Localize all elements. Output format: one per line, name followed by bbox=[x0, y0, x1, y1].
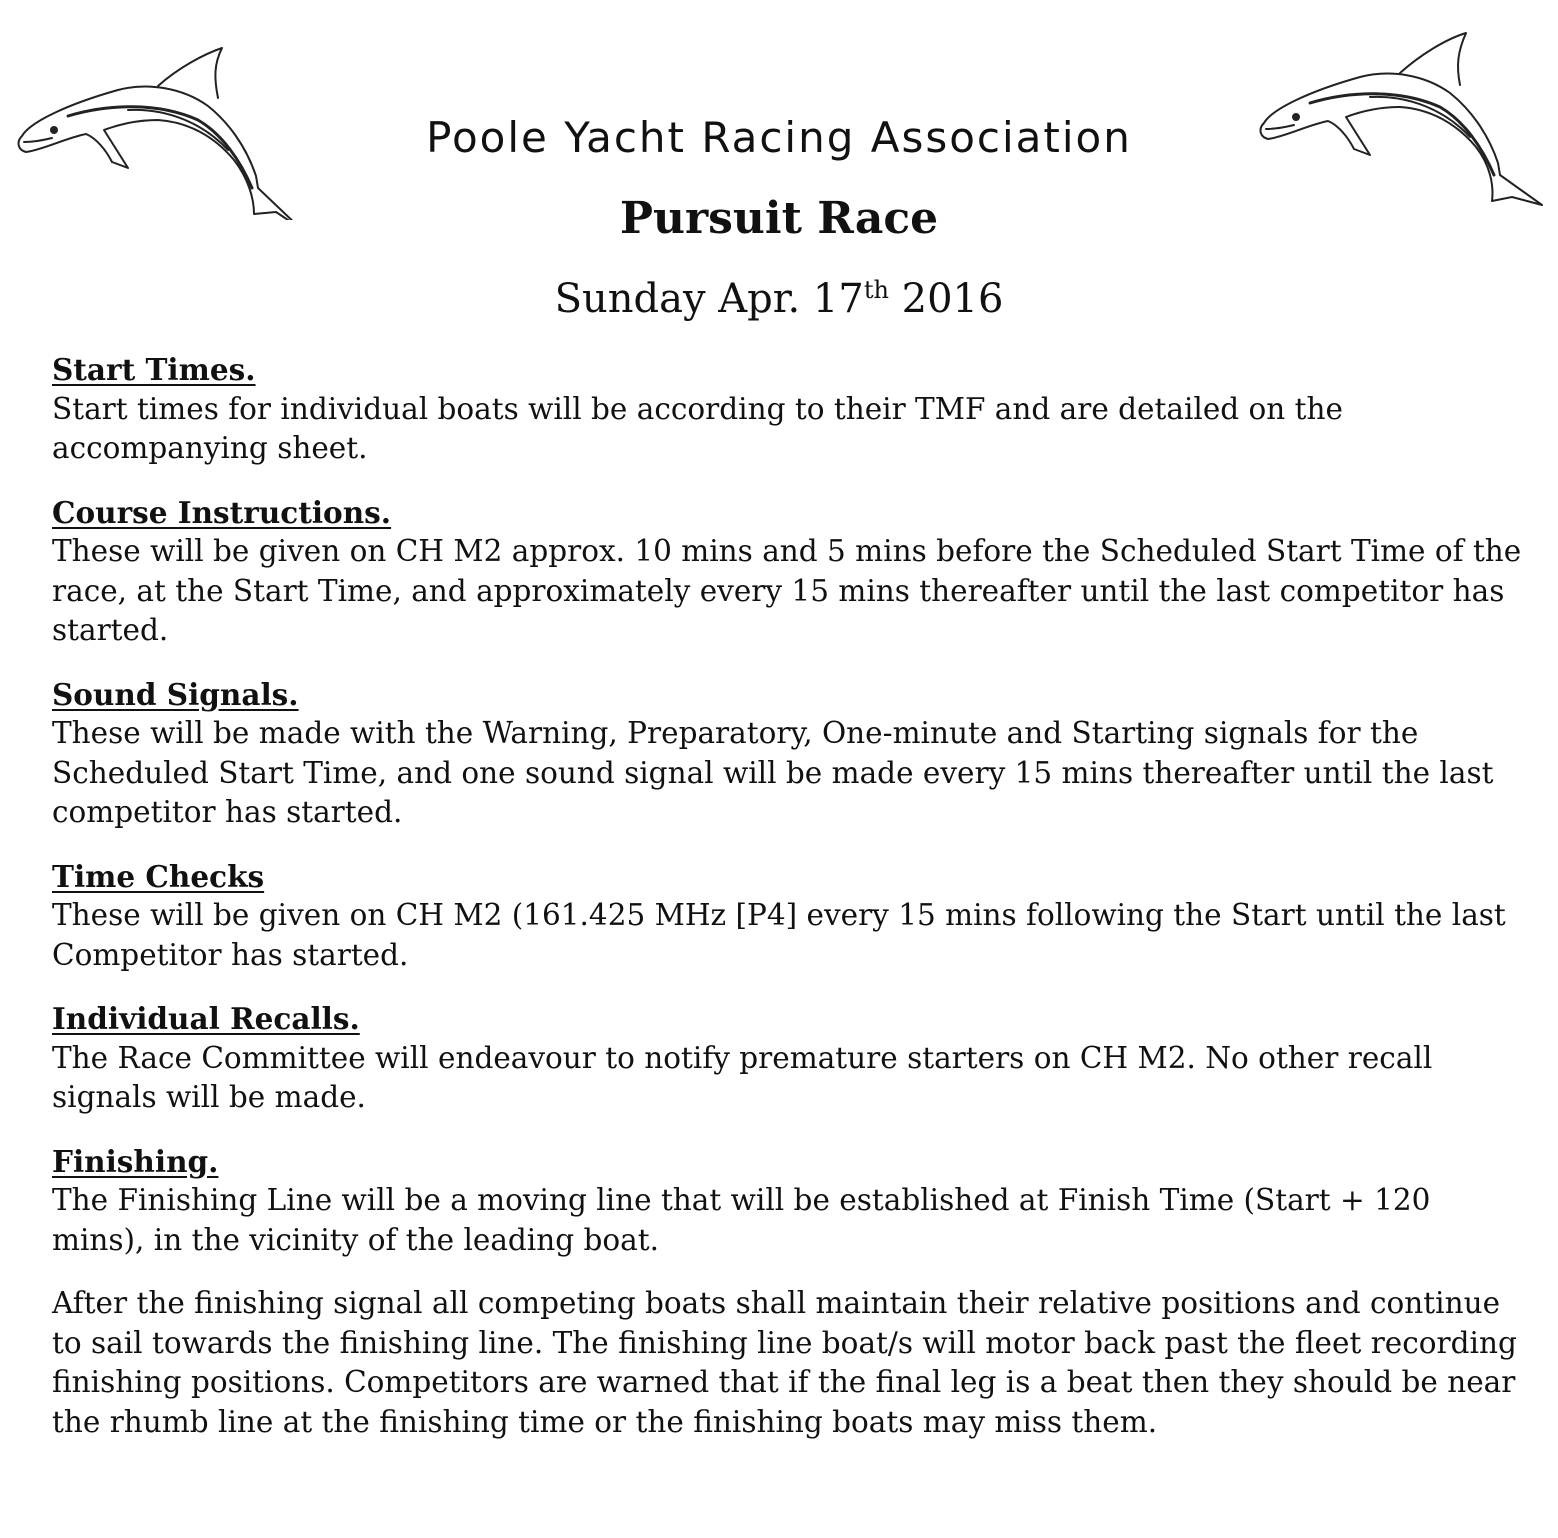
section-paragraph: These will be given on CH M2 approx. 10 mins and 5 mins before the Scheduled Start Time of the race, at the Start Time, and approximately every 15 mins thereafter until the last competitor has started. bbox=[52, 534, 1522, 647]
section-paragraph: The Finishing Line will be a moving line that will be established at Finish Time (Start + 120 mins), in the vicinity of the leading boat. bbox=[52, 1183, 1431, 1257]
section-paragraph: After the finishing signal all competing boats shall maintain their relative positions and continue to sail towards the finishing line. The finishing line boat/s will motor back past the fleet recording finishing positions. Competitors are warned that if the final leg is a beat then they should be near the rhumb line at the finishing time or the finishing boats may miss them. bbox=[52, 1286, 1517, 1439]
section-heading: Individual Recalls. bbox=[52, 1001, 360, 1036]
section-individual-recalls bbox=[52, 999, 1522, 1118]
document-date bbox=[0, 272, 1558, 326]
organization-name: Poole Yacht Racing Association bbox=[426, 113, 1132, 162]
section-paragraph: These will be made with the Warning, Preparatory, One-minute and Starting signals for the Scheduled Start Time, and one sound signal will be made every 15 mins thereafter until the last competitor has started. bbox=[52, 716, 1494, 829]
section-finishing bbox=[52, 1142, 1522, 1443]
section-heading: Time Checks bbox=[52, 858, 265, 894]
section-course-instructions bbox=[52, 493, 1522, 651]
section-paragraph: Start times for individual boats will be according to their TMF and are detailed on the accompanying sheet. bbox=[52, 391, 1343, 465]
date-ordinal-suffix: th bbox=[863, 276, 889, 304]
document-body bbox=[52, 350, 1522, 1466]
date-year: 2016 bbox=[888, 276, 1004, 322]
section-paragraph: These will be given on CH M2 (161.425 MHz [P4] every 15 mins following the Start until the last Competitor has started. bbox=[52, 898, 1506, 972]
section-heading: Course Instructions. bbox=[52, 494, 392, 530]
section-time-checks bbox=[52, 857, 1522, 976]
section-heading: Sound Signals. bbox=[52, 676, 299, 712]
section-start-times bbox=[52, 350, 1522, 469]
section-heading: Finishing. bbox=[52, 1143, 219, 1179]
date-prefix: Sunday Apr. 17 bbox=[554, 276, 864, 322]
section-heading: Start Times. bbox=[52, 352, 256, 387]
section-paragraph: The Race Committee will endeavour to notify premature starters on CH M2. No other recall signals will be made. bbox=[52, 1040, 1433, 1114]
section-sound-signals bbox=[52, 675, 1522, 833]
document-title: Pursuit Race bbox=[619, 193, 939, 244]
